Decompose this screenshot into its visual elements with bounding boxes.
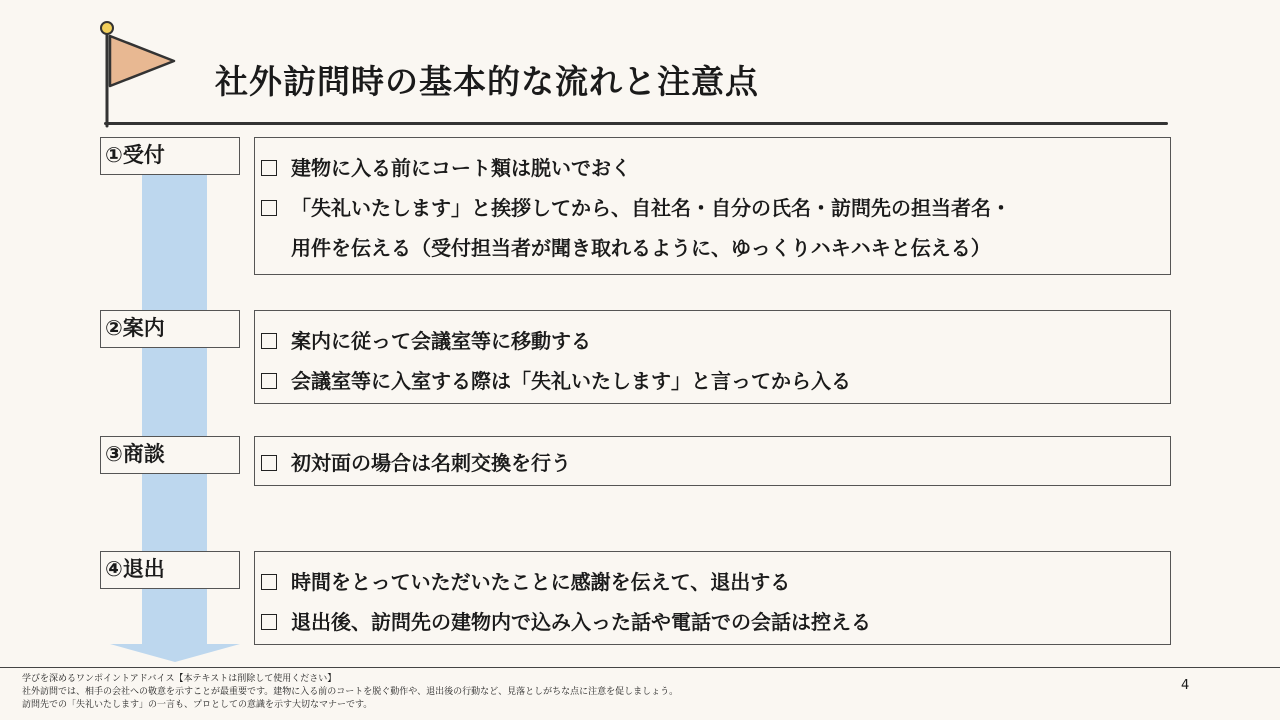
page-title: 社外訪問時の基本的な流れと注意点	[215, 62, 759, 101]
title-underline	[104, 122, 1168, 125]
list-item: 建物に入る前にコート類は脱いでおく	[255, 148, 1170, 188]
checkbox-icon[interactable]	[261, 614, 277, 630]
checkbox-icon[interactable]	[261, 200, 277, 216]
list-item: 時間をとっていただいたことに感謝を伝えて、退出する	[255, 562, 1170, 602]
step-label-guidance: ②案内	[100, 310, 240, 348]
step-label-meeting: ③商談	[100, 436, 240, 474]
page-number: 4	[1181, 678, 1190, 693]
checkbox-icon[interactable]	[261, 333, 277, 349]
step-box-meeting	[254, 436, 1171, 486]
checkbox-icon[interactable]	[261, 160, 277, 176]
checkbox-icon[interactable]	[261, 373, 277, 389]
list-item: 案内に従って会議室等に移動する	[255, 321, 1170, 361]
checkbox-icon[interactable]	[261, 455, 277, 471]
step-box-guidance	[254, 310, 1171, 404]
footer-note-line: 社外訪問では、相手の会社への敬意を示すことが最重要です。建物に入る前のコートを脱ぐ動作や、退出後の行動など、見落としがちな点に注意を促しましょう。	[22, 687, 679, 697]
footer-divider	[0, 667, 1280, 668]
step-label-exit: ④退出	[100, 551, 240, 589]
list-item: 初対面の場合は名刺交換を行う	[255, 443, 1170, 483]
flag-icon	[96, 18, 186, 130]
checkbox-icon[interactable]	[261, 574, 277, 590]
list-item: 「失礼いたします」と挨拶してから、自社名・自分の氏名・訪問先の担当者名・ 用件を伝える（受付担当者が聞き取れるように、ゆっくりハキハキと伝える）	[255, 188, 1170, 268]
step-box-reception	[254, 137, 1171, 275]
footer-note-heading: 学びを深めるワンポイントアドバイス【本テキストは削除して使用ください】	[22, 674, 337, 684]
list-item: 会議室等に入室する際は「失礼いたします」と言ってから入る	[255, 361, 1170, 401]
step-box-exit	[254, 551, 1171, 645]
footer-note-line: 訪問先での「失礼いたします」の一言も、プロとしての意識を示す大切なマナーです。	[22, 700, 373, 710]
list-item: 退出後、訪問先の建物内で込み入った話や電話での会話は控える	[255, 602, 1170, 642]
step-label-reception: ①受付	[100, 137, 240, 175]
footer-notes	[22, 673, 678, 712]
